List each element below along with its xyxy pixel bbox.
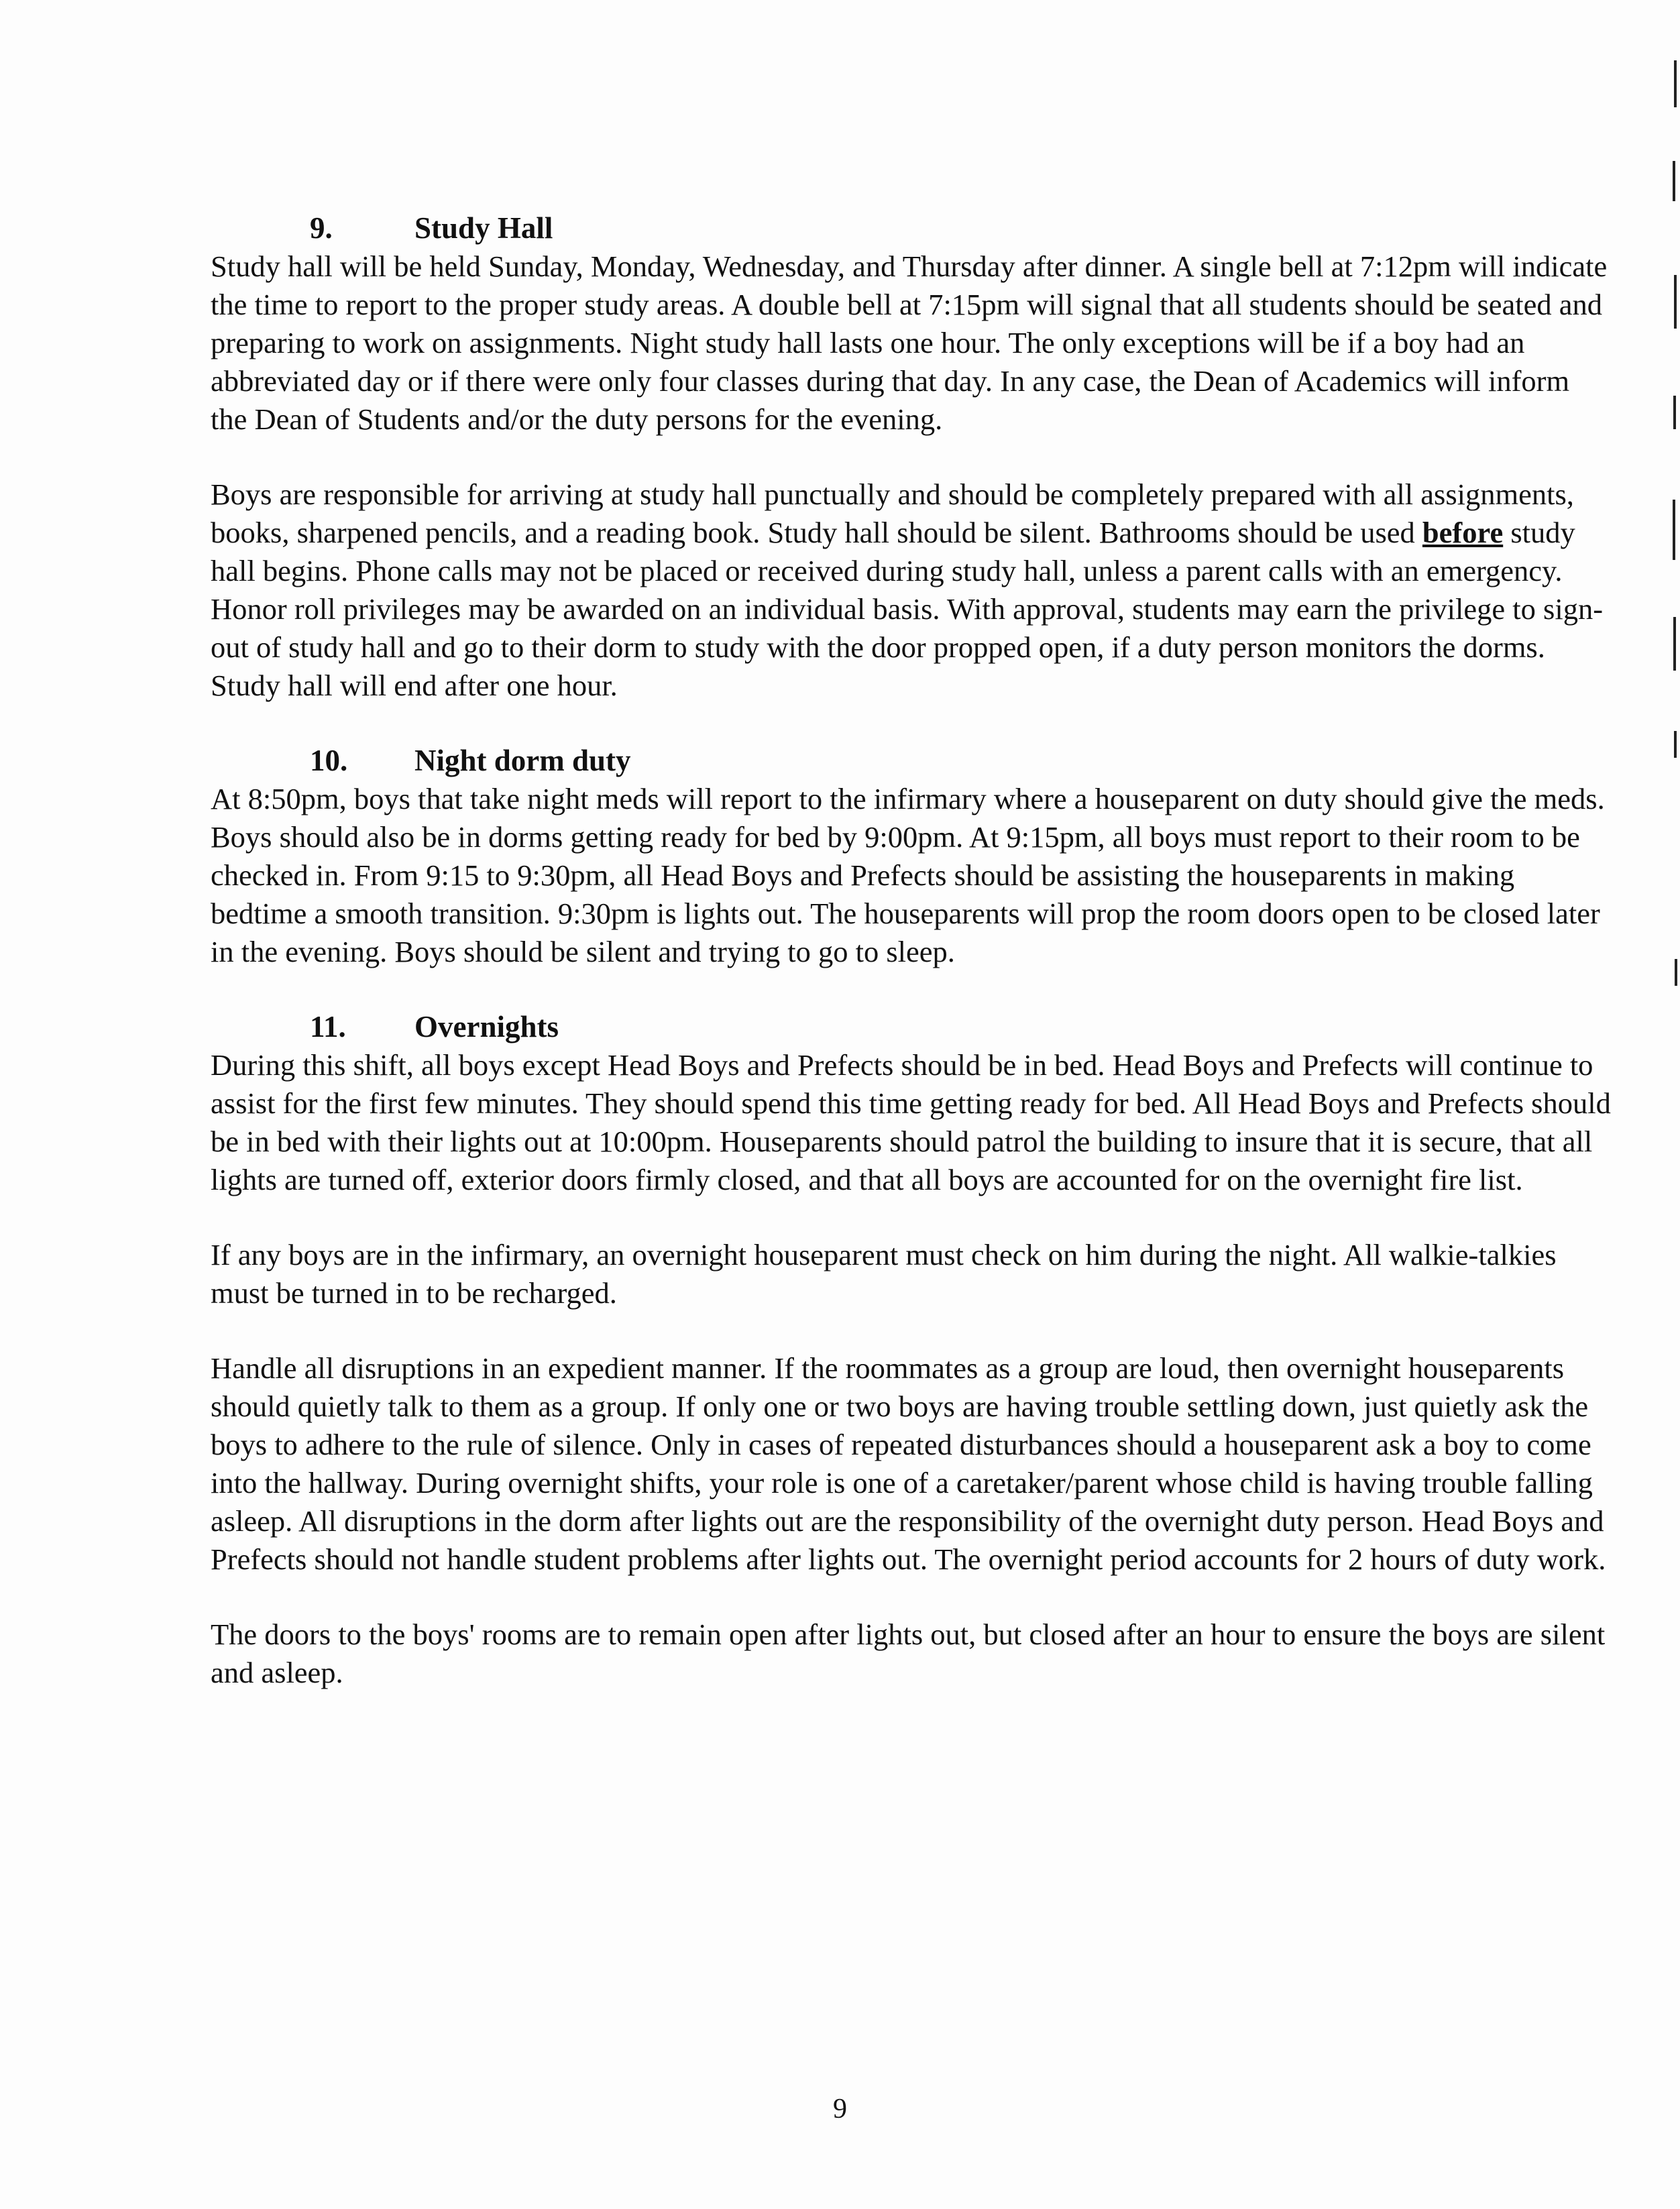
section-number: 9. <box>310 211 333 245</box>
section-number: 10. <box>310 744 348 777</box>
paragraph-text: study hall begins. Phone calls may not be placed or received during study hall, unless a parent calls with an emergency. Honor roll privileges may be awarded on an individual basis. With approval, students may earn the privilege to sign-out of study hall and go to their dorm to study with the door propped open, if a duty person monitors the dorms. Study hall will end after one hour. <box>211 516 1604 702</box>
paragraph: During this shift, all boys except Head Boys and Prefects should be in bed. Head Boys and Prefects will continue to assist for the first few minutes. They should spend this time getting ready for bed. All Head Boys and Prefects should be in bed with their lights out at 10:00pm. Houseparents should patrol the building to insure that it is secure, that all lights are turned off, exterior doors firmly closed, and that all boys are accounted for on the overnight fire list. <box>211 1048 1611 1196</box>
paragraph: The doors to the boys' rooms are to remain open after lights out, but closed after an hour to ensure the boys are silent and asleep. <box>211 1618 1606 1689</box>
paragraph: If any boys are in the infirmary, an overnight houseparent must check on him during the night. All walkie-talkies must be turned in to be recharged. <box>211 1238 1557 1310</box>
section-heading-night-dorm-duty <box>211 742 1612 780</box>
paragraph: At 8:50pm, boys that take night meds will report to the infirmary where a houseparent on duty should give the meds. Boys should also be in dorms getting ready for bed by 9:00pm. At 9:15pm, all boys must report to their room to be checked in. From 9:15 to 9:30pm, all Head Boys and Prefects should be assisting the houseparents in making bedtime a smooth transition. 9:30pm is lights out. The houseparents will prop the room doors open to be closed later in the evening. Boys should be silent and trying to go to sleep. <box>211 782 1605 968</box>
section-heading-study-hall <box>211 209 1612 247</box>
paragraph: Study hall will be held Sunday, Monday, Wednesday, and Thursday after dinner. A single bell at 7:12pm will indicate the time to report to the proper study areas. A double bell at 7:15pm will signal that all students should be seated and preparing to work on assignments. Night study hall lasts one hour. The only exceptions will be if a boy had an abbreviated day or if there were only four classes during that day. In any case, the Dean of Academics will inform the Dean of Students and/or the duty persons for the evening. <box>211 249 1608 436</box>
paragraph <box>211 475 1612 705</box>
paragraph: Handle all disruptions in an expedient manner. If the roommates as a group are loud, then overnight houseparents should quietly talk to them as a group. If only one or two boys are having trouble settling down, just quietly ask the boys to adhere to the rule of silence. Only in cases of repeated disturbances should a houseparent ask a boy to come into the hallway. During overnight shifts, your role is one of a caretaker/parent whose child is having trouble falling asleep. All disruptions in the dorm after lights out are the responsibility of the overnight duty person. Head Boys and Prefects should not handle student problems after lights out. The overnight period accounts for 2 hours of duty work. <box>211 1351 1606 1576</box>
page-body <box>211 209 1612 1692</box>
section-number: 11. <box>310 1010 346 1043</box>
emphasized-word: before <box>1422 516 1504 549</box>
section-title: Study Hall <box>414 211 553 245</box>
section-heading-overnights <box>211 1008 1612 1046</box>
section-title: Overnights <box>414 1010 559 1043</box>
section-title: Night dorm duty <box>414 744 631 777</box>
paragraph-text: Boys are responsible for arriving at study hall punctually and should be completely prepared with all assignments, books, sharpened pencils, and a reading book. Study hall should be silent. Bathrooms should be used <box>211 477 1574 549</box>
page-number: 9 <box>833 2094 847 2125</box>
